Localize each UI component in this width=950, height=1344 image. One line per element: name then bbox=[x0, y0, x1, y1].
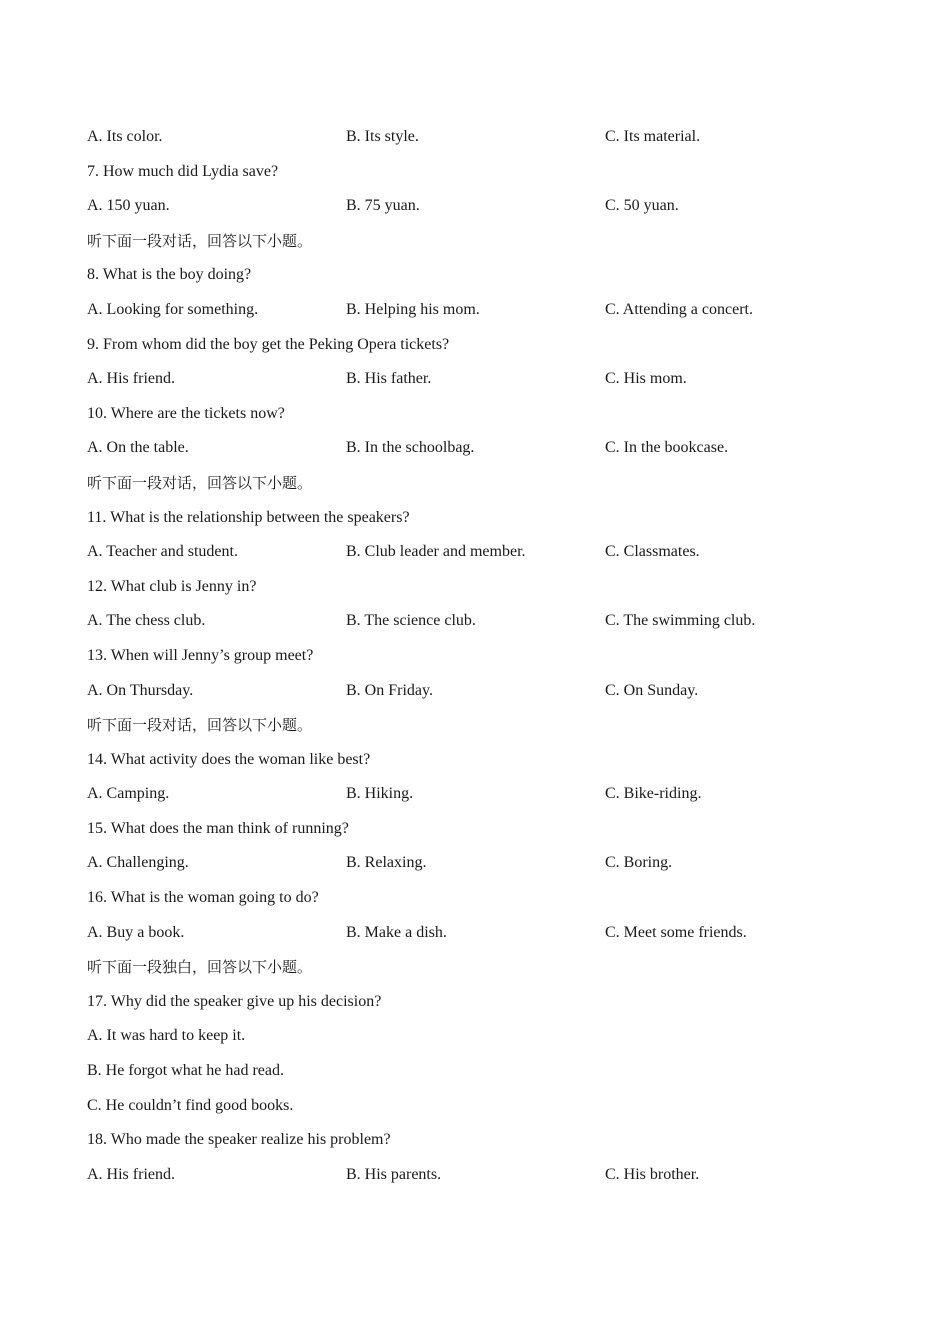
section-instruction bbox=[87, 708, 887, 743]
question-text bbox=[87, 881, 887, 916]
line-text: 15. What does the man think of running? bbox=[87, 819, 349, 837]
answer-option-a: A. Challenging. bbox=[87, 854, 189, 872]
answer-option-c: C. His mom. bbox=[605, 370, 687, 388]
answer-option-a: A. 150 yuan. bbox=[87, 197, 170, 215]
question-text bbox=[87, 258, 887, 293]
line-text: 16. What is the woman going to do? bbox=[87, 889, 319, 907]
line-text: 听下面一段对话，回答以下小题。 bbox=[87, 473, 313, 492]
question-text bbox=[87, 985, 887, 1020]
answer-option-line bbox=[87, 1089, 887, 1124]
answer-option-a: A. His friend. bbox=[87, 1165, 175, 1183]
line-text: 8. What is the boy doing? bbox=[87, 266, 252, 284]
line-text: 18. Who made the speaker realize his problem? bbox=[87, 1131, 391, 1149]
answer-option-b: B. His parents. bbox=[346, 1165, 442, 1183]
answer-option-b: B. On Friday. bbox=[346, 681, 433, 699]
answer-options-row bbox=[87, 846, 887, 881]
answer-option-c: C. Attending a concert. bbox=[605, 300, 753, 318]
answer-option-b: B. Its style. bbox=[346, 128, 419, 145]
question-text bbox=[87, 397, 887, 432]
answer-option-a: A. Buy a book. bbox=[87, 923, 185, 941]
answer-option-b: B. His father. bbox=[346, 370, 432, 388]
answer-option-a: A. Looking for something. bbox=[87, 300, 259, 318]
answer-option-c: C. Classmates. bbox=[605, 543, 700, 561]
answer-options-row bbox=[87, 431, 887, 466]
question-text bbox=[87, 639, 887, 674]
line-text: B. He forgot what he had read. bbox=[87, 1062, 284, 1080]
answer-option-a: A. The chess club. bbox=[87, 612, 206, 630]
answer-option-line bbox=[87, 1019, 887, 1054]
question-text bbox=[87, 570, 887, 605]
answer-option-c: C. Meet some friends. bbox=[605, 923, 747, 941]
answer-options-row bbox=[87, 604, 887, 639]
answer-options-row bbox=[87, 674, 887, 709]
line-text: 11. What is the relationship between the speakers? bbox=[87, 508, 410, 526]
answer-option-b: B. Club leader and member. bbox=[346, 543, 526, 561]
answer-option-c: C. His brother. bbox=[605, 1165, 700, 1183]
answer-option-b: B. In the schoolbag. bbox=[346, 439, 475, 457]
answer-options-row bbox=[87, 535, 887, 570]
answer-options-row bbox=[87, 1158, 887, 1193]
answer-options-row bbox=[87, 293, 887, 328]
answer-option-c: C. In the bookcase. bbox=[605, 439, 729, 457]
answer-option-a: A. On Thursday. bbox=[87, 681, 194, 699]
answer-option-b: B. 75 yuan. bbox=[346, 197, 420, 215]
answer-option-b: B. Make a dish. bbox=[346, 923, 447, 941]
document-page bbox=[87, 120, 887, 1192]
question-text bbox=[87, 328, 887, 363]
answer-option-b: B. Relaxing. bbox=[346, 854, 427, 872]
answer-option-c: C. Bike-riding. bbox=[605, 785, 702, 803]
line-text: 听下面一段独白，回答以下小题。 bbox=[87, 958, 313, 977]
line-text: 7. How much did Lydia save? bbox=[87, 162, 279, 180]
line-text: 17. Why did the speaker give up his decision? bbox=[87, 992, 382, 1010]
answer-option-a: A. His friend. bbox=[87, 370, 175, 388]
answer-options-row bbox=[87, 120, 887, 155]
answer-option-a: A. Teacher and student. bbox=[87, 543, 238, 561]
section-instruction bbox=[87, 950, 887, 985]
answer-option-c: C. 50 yuan. bbox=[605, 197, 679, 215]
line-text: 12. What club is Jenny in? bbox=[87, 577, 257, 595]
answer-options-row bbox=[87, 189, 887, 224]
question-text bbox=[87, 155, 887, 190]
line-text: 听下面一段对话，回答以下小题。 bbox=[87, 716, 313, 735]
question-text bbox=[87, 501, 887, 536]
section-instruction bbox=[87, 466, 887, 501]
answer-options-row bbox=[87, 916, 887, 951]
question-text bbox=[87, 1123, 887, 1158]
question-text bbox=[87, 812, 887, 847]
line-text: 10. Where are the tickets now? bbox=[87, 404, 285, 422]
line-text: 9. From whom did the boy get the Peking Opera tickets? bbox=[87, 335, 450, 353]
answer-option-a: A. On the table. bbox=[87, 439, 189, 457]
line-text: 13. When will Jenny’s group meet? bbox=[87, 646, 314, 664]
answer-options-row bbox=[87, 777, 887, 812]
answer-option-b: B. Hiking. bbox=[346, 785, 414, 803]
section-instruction bbox=[87, 224, 887, 259]
answer-option-c: C. The swimming club. bbox=[605, 612, 756, 630]
answer-option-c: C. On Sunday. bbox=[605, 681, 699, 699]
answer-option-line bbox=[87, 1054, 887, 1089]
answer-option-c: C. Its material. bbox=[605, 128, 701, 145]
answer-option-a: A. Its color. bbox=[87, 128, 163, 145]
line-text: 听下面一段对话，回答以下小题。 bbox=[87, 231, 313, 250]
answer-option-c: C. Boring. bbox=[605, 854, 673, 872]
line-text: A. It was hard to keep it. bbox=[87, 1027, 246, 1045]
answer-options-row bbox=[87, 362, 887, 397]
line-text: 14. What activity does the woman like best? bbox=[87, 750, 371, 768]
line-text: C. He couldn’t find good books. bbox=[87, 1096, 294, 1114]
answer-option-b: B. Helping his mom. bbox=[346, 300, 480, 318]
answer-option-b: B. The science club. bbox=[346, 612, 476, 630]
question-text bbox=[87, 743, 887, 778]
answer-option-a: A. Camping. bbox=[87, 785, 170, 803]
